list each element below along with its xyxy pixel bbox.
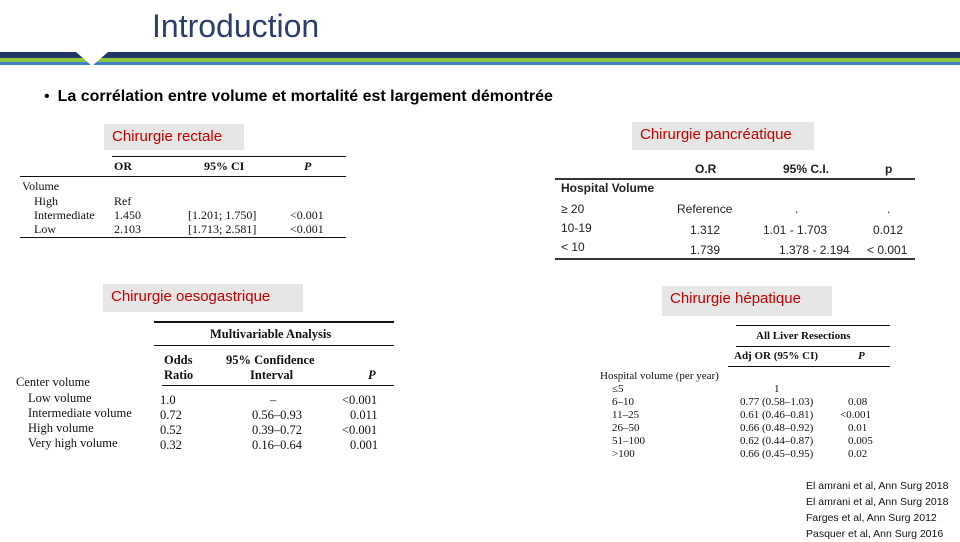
row-or: 1.312 bbox=[690, 223, 721, 237]
row-p: <0.001 bbox=[290, 208, 324, 222]
group-label: Center volume bbox=[16, 375, 90, 389]
reference-item: Farges et al, Ann Surg 2012 bbox=[806, 512, 937, 524]
row-p: 0.012 bbox=[873, 223, 904, 237]
row-name: High bbox=[34, 194, 58, 208]
row-or: 0.52 bbox=[160, 423, 182, 437]
references bbox=[806, 478, 948, 542]
col-or: OR bbox=[114, 159, 132, 173]
reference-item: El amrani et al, Ann Surg 2018 bbox=[806, 496, 949, 508]
reference-item: Pasquer et al, Ann Surg 2016 bbox=[806, 528, 944, 540]
row-ci: [1.713; 2.581] bbox=[188, 222, 257, 236]
col-ci: 95% C.I. bbox=[783, 162, 830, 176]
row-name: Intermediate volume bbox=[28, 406, 132, 420]
row-name: 6–10 bbox=[612, 396, 634, 408]
row-p: < 0.001 bbox=[867, 243, 908, 257]
bullet-point bbox=[44, 88, 553, 106]
row-or: 0.62 (0.44–0.87) bbox=[740, 435, 814, 447]
row-name: High volume bbox=[28, 421, 94, 435]
label-chirurgie-pancreatique: Chirurgie pancréatique bbox=[632, 122, 814, 150]
row-or: 1 bbox=[774, 383, 780, 395]
col-ci: 95% Confidence bbox=[226, 353, 315, 367]
row-or: 0.66 (0.48–0.92) bbox=[740, 422, 814, 434]
row-ci: 0.16–0.64 bbox=[252, 438, 302, 452]
header-band-blue bbox=[0, 62, 960, 65]
col-ci: 95% CI bbox=[204, 159, 245, 173]
row-ci: [1.201; 1.750] bbox=[188, 208, 257, 222]
row-name: Low volume bbox=[28, 391, 92, 405]
row-or: 0.61 (0.46–0.81) bbox=[740, 409, 814, 421]
group-label: Hospital Volume bbox=[561, 181, 655, 195]
row-name: 10-19 bbox=[561, 221, 592, 235]
row-or: Reference bbox=[677, 202, 733, 216]
row-p: <0.001 bbox=[342, 423, 378, 437]
row-p: <0.001 bbox=[290, 222, 324, 236]
row-or: 0.32 bbox=[160, 438, 182, 452]
col-p: P bbox=[368, 368, 376, 382]
row-name: Low bbox=[34, 222, 56, 236]
row-or: 1.0 bbox=[160, 393, 176, 407]
table-heading: Multivariable Analysis bbox=[210, 327, 332, 341]
row-ci: – bbox=[270, 393, 277, 407]
table-oesogastrique bbox=[14, 321, 394, 455]
bullet-dot-icon: • bbox=[44, 88, 50, 105]
row-ci: 1.01 - 1.703 bbox=[763, 223, 828, 237]
row-or: 1.450 bbox=[114, 208, 141, 222]
label-chirurgie-hepatique: Chirurgie hépatique bbox=[662, 286, 832, 316]
row-name: Intermediate bbox=[34, 208, 95, 222]
col-ci: Interval bbox=[250, 368, 294, 382]
row-name: ≤5 bbox=[612, 383, 624, 395]
row-p: <0.001 bbox=[840, 409, 871, 421]
row-name: >100 bbox=[612, 448, 635, 460]
row-p: 0.005 bbox=[848, 435, 873, 447]
row-p: 0.001 bbox=[350, 438, 379, 452]
row-ci: 0.39–0.72 bbox=[252, 423, 302, 437]
table-hepatique bbox=[598, 322, 898, 464]
row-name: 26–50 bbox=[612, 422, 640, 434]
table-heading: All Liver Resections bbox=[756, 330, 851, 342]
col-p: p bbox=[885, 162, 893, 176]
row-name: < 10 bbox=[561, 240, 585, 254]
row-p: <0.001 bbox=[342, 393, 378, 407]
table-rectale bbox=[20, 156, 330, 240]
row-or: 0.77 (0.58–1.03) bbox=[740, 396, 814, 408]
col-p: P bbox=[858, 350, 865, 362]
label-chirurgie-rectale: Chirurgie rectale bbox=[104, 124, 244, 150]
col-or: Ratio bbox=[164, 368, 194, 382]
row-p: . bbox=[887, 202, 891, 216]
reference-item: El amrani et al, Ann Surg 2018 bbox=[806, 480, 949, 492]
row-or: 0.66 (0.45–0.95) bbox=[740, 448, 814, 460]
row-ci: 0.56–0.93 bbox=[252, 408, 302, 422]
row-name: Very high volume bbox=[28, 436, 118, 450]
row-or: 2.103 bbox=[114, 222, 141, 236]
label-chirurgie-oesogastrique: Chirurgie oesogastrique bbox=[103, 284, 303, 312]
bullet-text: La corrélation entre volume et mortalité est largement démontrée bbox=[57, 88, 553, 105]
row-p: 0.01 bbox=[848, 422, 868, 434]
header-notch bbox=[76, 52, 108, 66]
page-title: Introduction bbox=[152, 8, 320, 44]
row-ci: . bbox=[795, 202, 799, 216]
row-name: ≥ 20 bbox=[561, 202, 585, 216]
row-p: 0.011 bbox=[350, 408, 378, 422]
row-name: 11–25 bbox=[612, 409, 640, 421]
table-pancreatique bbox=[555, 158, 915, 260]
group-label: Volume bbox=[22, 179, 60, 193]
group-label: Hospital volume (per year) bbox=[600, 370, 719, 382]
row-p: 0.08 bbox=[848, 396, 868, 408]
col-or: Odds bbox=[164, 353, 193, 367]
row-ci: 1.378 - 2.194 bbox=[779, 243, 850, 257]
row-name: 51–100 bbox=[612, 435, 645, 447]
row-or: 1.739 bbox=[690, 243, 721, 257]
row-or: Ref bbox=[114, 194, 132, 208]
col-or: Adj OR (95% CI) bbox=[734, 350, 819, 362]
col-or: O.R bbox=[695, 162, 717, 176]
row-or: 0.72 bbox=[160, 408, 182, 422]
row-p: 0.02 bbox=[848, 448, 868, 460]
col-p: P bbox=[304, 159, 312, 173]
